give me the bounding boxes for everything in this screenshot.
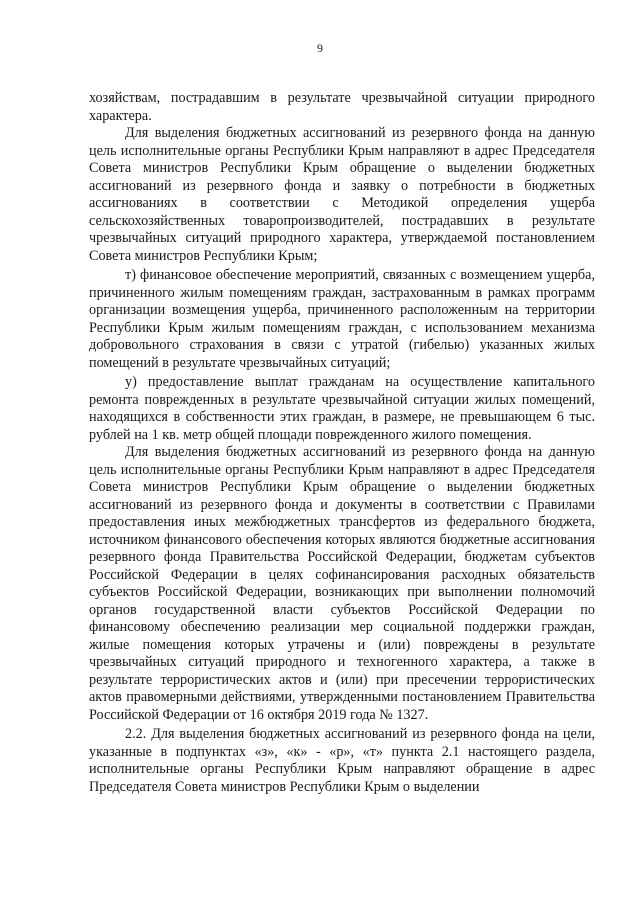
paragraph-allocation-procedure-agriculture: Для выделения бюджетных ассигнований из резервного фонда на данную цель исполнительные органы Республики Крым направляют в адрес Председателя Совета министров Республики Крым обращение о выделении бюджетных ассигнований из резервного фонда и заявку о потребности в бюджетных ассигнованиях в соответствии с Методикой определения ущерба сельскохозяйственных товаропроизводителей, пострадавших в результате чрезвычайных ситуаций природного характера, утверждаемой постановлением Совета министров Республики Крым; [89,125,595,264]
paragraph-continuation: хозяйствам, пострадавшим в результате чрезвычайной ситуации природного характера. [89,90,595,124]
paragraph-allocation-procedure-housing: Для выделения бюджетных ассигнований из резервного фонда на данную цель исполнительные органы Республики Крым направляют в адрес Председателя Совета министров Республики Крым обращение о выделении бюджетных ассигнований из резервного фонда и документы в соответствии с Правилами предоставления иных межбюджетных трансфертов из федерального бюджета, источником финансового обеспечения которых являются бюджетные ассигнования резервного фонда Правительства Российской Федерации, бюджетам субъектов Российской Федерации в целях софинансирования расходных обязательств субъектов Российской Федерации, возникающих при выполнении полномочий органов государственной власти субъектов Российской Федерации по финансовому обеспечению реализации мер социальной поддержки граждан, жилые помещения которых утрачены и (или) повреждены в результате чрезвычайных ситуаций природного и техногенного характера, а также в результате террористических актов и (или) при пресечении террористических актов правомерными действиями, утвержденными постановлением Правительства Российской Федерации от 16 октября 2019 года № 1327. [89,444,595,723]
paragraph-item-t: т) финансовое обеспечение мероприятий, связанных с возмещением ущерба, причиненного жилым помещениям граждан, застрахованным в рамках программ организации возмещения ущерба, причиненного расположенным на территории Республики Крым жилым помещениям граждан, с использованием механизма добровольного страхования в связи с утратой (гибелью) указанных жилых помещений в результате чрезвычайных ситуаций; [89,267,595,371]
paragraph-section-2-2: 2.2. Для выделения бюджетных ассигнований из резервного фонда на цели, указанные в подпунктах «з», «к» - «р», «т» пункта 2.1 настоящего раздела, исполнительные органы Республики Крым направляют обращение в адрес Председателя Совета министров Республики Крым о выделении [89,726,595,795]
page-number: 9 [317,41,323,55]
document-body [89,90,595,796]
paragraph-item-u: у) предоставление выплат гражданам на осуществление капитального ремонта поврежденных в результате чрезвычайной ситуации жилых помещений, находящихся в собственности этих граждан, в размере, не превышающем 6 тыс. рублей на 1 кв. метр общей площади поврежденного жилого помещения. [89,374,595,443]
